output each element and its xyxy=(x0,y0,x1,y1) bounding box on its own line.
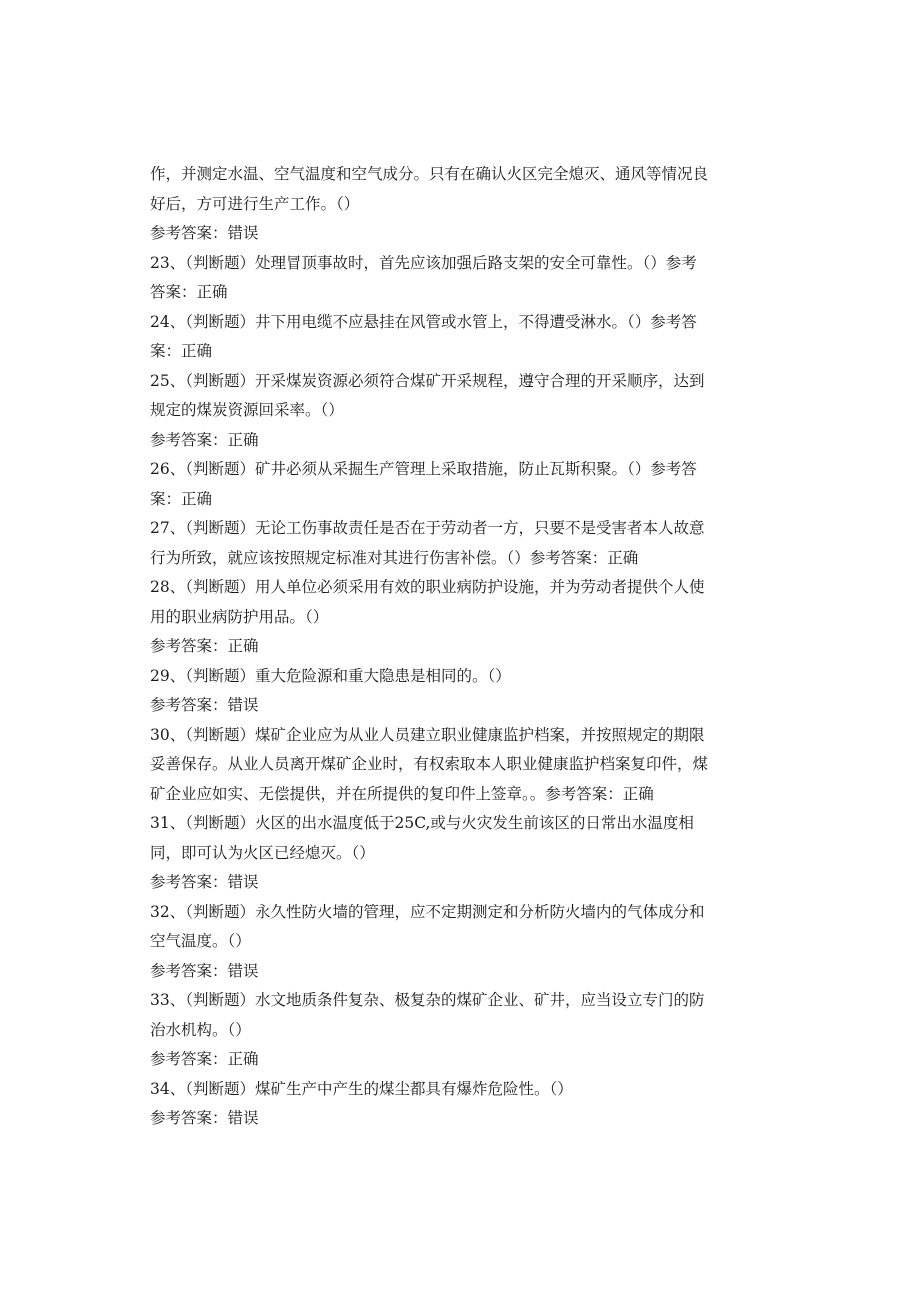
question-33: 33、（判断题）水文地质条件复杂、极复杂的煤矿企业、矿井，应当设立专门的防 xyxy=(150,991,705,1009)
question-23: 23、（判断题）处理冒顶事故时，首先应该加强后路支架的安全可靠性。（）参考 xyxy=(150,253,697,272)
question-31: 31、（判断题）火区的出水温度低于25C,或与火灾发生前该区的日常出水温度相 xyxy=(150,814,694,832)
text-line: 行为所致，就应该按照规定标准对其进行伤害补偿。（）参考答案：正确 xyxy=(150,548,639,567)
answer-line: 参考答案：错误 xyxy=(150,696,259,714)
question-26: 26、（判断题）矿井必须从采掘生产管理上采取措施，防止瓦斯积聚。（）参考答 xyxy=(150,460,697,478)
text-line: 治水机构。（） xyxy=(150,1020,251,1039)
answer-line: 参考答案：错误 xyxy=(150,961,259,980)
text-line: 作，并测定水温、空气温度和空气成分。只有在确认火区完全熄灭、通风等情况良 xyxy=(150,165,709,183)
question-28: 28、（判断题）用人单位必须采用有效的职业病防护设施，并为劳动者提供个人使 xyxy=(150,578,705,596)
question-29: 29、（判断题）重大危险源和重大隐患是相同的。（） xyxy=(150,666,511,685)
text-line: 用的职业病防护用品。（） xyxy=(150,607,329,626)
question-27: 27、（判断题）无论工伤事故责任是否在于劳动者一方，只要不是受害者本人故意 xyxy=(150,519,705,537)
text-line: 同，即可认为火区已经熄灭。（） xyxy=(150,843,375,862)
question-25: 25、（判断题）开采煤炭资源必须符合煤矿开采规程，遵守合理的开采顺序，达到 xyxy=(150,371,705,390)
answer-line: 参考答案：正确 xyxy=(150,1050,259,1068)
text-line: 矿企业应如实、无偿提供，并在所提供的复印件上签章。。参考答案：正确 xyxy=(150,784,654,803)
question-34: 34、（判断题）煤矿生产中产生的煤尘都具有爆炸危险性。（） xyxy=(150,1079,573,1098)
document-body xyxy=(150,160,770,1134)
text-line: 好后，方可进行生产工作。（） xyxy=(150,194,360,213)
answer-line: 参考答案：错误 xyxy=(150,224,259,242)
question-32: 32、（判断题）永久性防火墙的管理，应不定期测定和分析防火墙内的气体成分和 xyxy=(150,902,705,921)
text-line: 规定的煤炭资源回采率。（） xyxy=(150,401,344,419)
text-line: 空气温度。（） xyxy=(150,932,251,950)
answer-line: 参考答案：正确 xyxy=(150,637,259,655)
answer-line: 参考答案：错误 xyxy=(150,873,259,891)
answer-line: 案：正确 xyxy=(150,489,213,508)
text-line: 妥善保存。从业人员离开煤矿企业时，有权索取本人职业健康监护档案复印件，煤 xyxy=(150,755,709,773)
question-30: 30、（判断题）煤矿企业应为从业人员建立职业健康监护档案，并按照规定的期限 xyxy=(150,725,705,744)
question-24: 24、（判断题）井下用电缆不应悬挂在风管或水管上，不得遭受淋水。（）参考答 xyxy=(150,312,697,331)
answer-line: 案：正确 xyxy=(150,342,213,360)
answer-line: 答案：正确 xyxy=(150,283,228,301)
answer-line: 参考答案：正确 xyxy=(150,430,259,449)
answer-line: 参考答案：错误 xyxy=(150,1109,259,1127)
